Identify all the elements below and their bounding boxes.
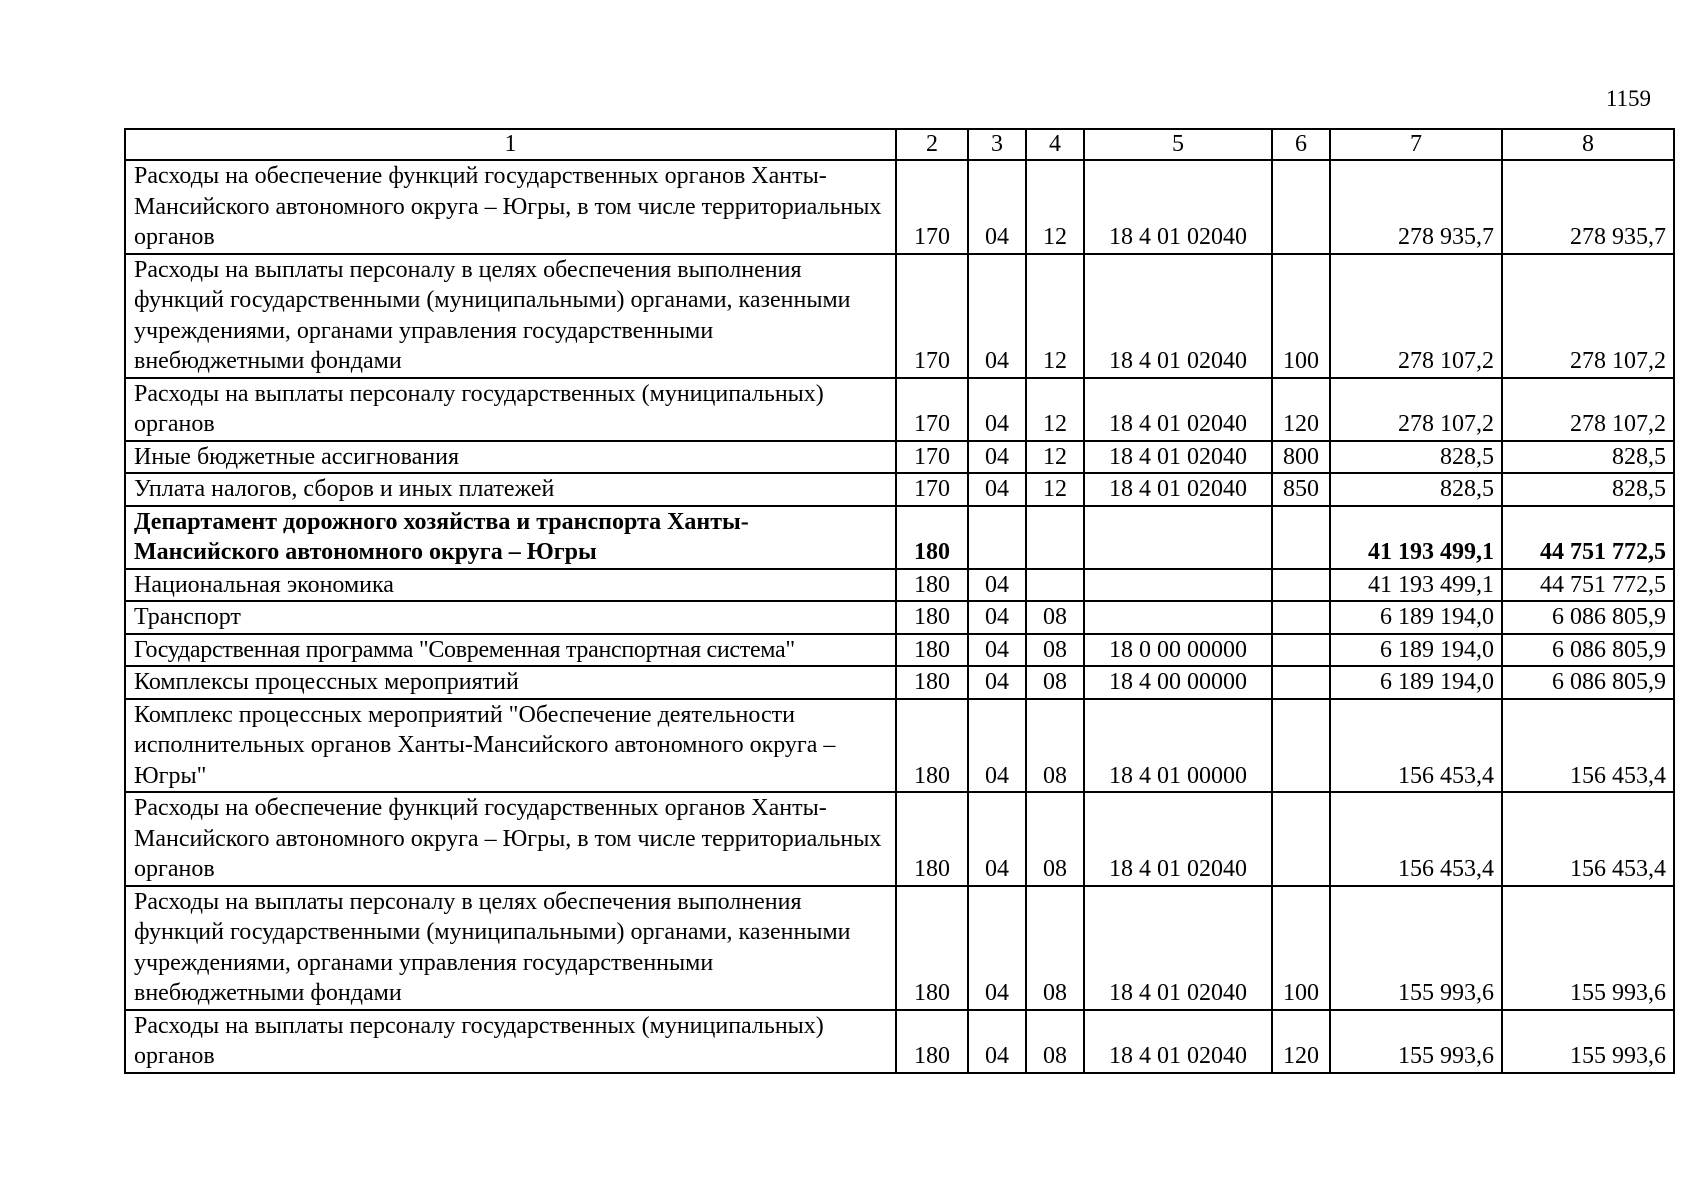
amount-col7: 828,5 [1330, 441, 1502, 474]
amount-col7: 156 453,4 [1330, 792, 1502, 886]
section-code: 04 [968, 160, 1026, 254]
subsection-code: 12 [1026, 441, 1084, 474]
expense-name: Комплекс процессных мероприятий "Обеспечение деятельности исполнительных органов Ханты-Мансийского автономного округа – Югры" [125, 699, 896, 793]
amount-col8: 278 935,7 [1502, 160, 1674, 254]
ministry-code: 180 [896, 634, 968, 667]
column-header: 4 [1026, 129, 1084, 160]
subsection-code: 08 [1026, 634, 1084, 667]
ministry-code: 180 [896, 569, 968, 602]
expense-type-code: 800 [1272, 441, 1330, 474]
ministry-code: 170 [896, 160, 968, 254]
ministry-code: 170 [896, 254, 968, 378]
expense-type-code [1272, 601, 1330, 634]
target-article-code: 18 4 01 02040 [1084, 792, 1272, 886]
amount-col8: 6 086 805,9 [1502, 601, 1674, 634]
expense-type-code: 100 [1272, 254, 1330, 378]
section-code: 04 [968, 569, 1026, 602]
target-article-code [1084, 506, 1272, 569]
table-row [125, 160, 1674, 254]
expense-name: Комплексы процессных мероприятий [125, 666, 896, 699]
target-article-code: 18 4 00 00000 [1084, 666, 1272, 699]
target-article-code [1084, 569, 1272, 602]
target-article-code: 18 4 01 02040 [1084, 1010, 1272, 1073]
section-code: 04 [968, 441, 1026, 474]
column-header: 6 [1272, 129, 1330, 160]
amount-col7: 278 107,2 [1330, 378, 1502, 441]
column-header: 1 [125, 129, 896, 160]
subsection-code [1026, 569, 1084, 602]
column-header: 3 [968, 129, 1026, 160]
expense-name: Уплата налогов, сборов и иных платежей [125, 473, 896, 506]
subsection-code: 08 [1026, 666, 1084, 699]
expense-type-code [1272, 569, 1330, 602]
section-code: 04 [968, 1010, 1026, 1073]
amount-col8: 155 993,6 [1502, 886, 1674, 1010]
column-header: 5 [1084, 129, 1272, 160]
table-row [125, 666, 1674, 699]
expense-type-code [1272, 160, 1330, 254]
amount-col8: 6 086 805,9 [1502, 634, 1674, 667]
expense-type-code [1272, 792, 1330, 886]
subsection-code: 12 [1026, 378, 1084, 441]
expense-name: Расходы на выплаты персоналу в целях обеспечения выполнения функций государственными (муниципальными) органами, казенными учреждениями, органами управления государственными внебюджетными фондами [125, 886, 896, 1010]
table-row [125, 378, 1674, 441]
amount-col7: 6 189 194,0 [1330, 601, 1502, 634]
target-article-code: 18 4 01 02040 [1084, 254, 1272, 378]
subsection-code [1026, 506, 1084, 569]
target-article-code: 18 4 01 02040 [1084, 886, 1272, 1010]
table-row [125, 441, 1674, 474]
expense-name: Расходы на обеспечение функций государственных органов Ханты-Мансийского автономного округа – Югры, в том числе территориальных органов [125, 160, 896, 254]
table-row [125, 634, 1674, 667]
amount-col7: 155 993,6 [1330, 1010, 1502, 1073]
section-code: 04 [968, 886, 1026, 1010]
section-code: 04 [968, 473, 1026, 506]
subsection-code: 08 [1026, 699, 1084, 793]
amount-col7: 155 993,6 [1330, 886, 1502, 1010]
table-row [125, 473, 1674, 506]
target-article-code: 18 4 01 02040 [1084, 473, 1272, 506]
expense-name: Расходы на выплаты персоналу государственных (муниципальных) органов [125, 1010, 896, 1073]
amount-col8: 44 751 772,5 [1502, 569, 1674, 602]
column-header: 2 [896, 129, 968, 160]
expense-name: Расходы на обеспечение функций государственных органов Ханты-Мансийского автономного округа – Югры, в том числе территориальных органов [125, 792, 896, 886]
expense-type-code [1272, 699, 1330, 793]
amount-col7: 41 193 499,1 [1330, 569, 1502, 602]
amount-col7: 278 935,7 [1330, 160, 1502, 254]
subsection-code: 08 [1026, 1010, 1084, 1073]
column-header: 8 [1502, 129, 1674, 160]
table-row [125, 792, 1674, 886]
amount-col7: 156 453,4 [1330, 699, 1502, 793]
expense-type-code: 850 [1272, 473, 1330, 506]
amount-col7: 6 189 194,0 [1330, 666, 1502, 699]
table-row [125, 601, 1674, 634]
table-row-department [125, 506, 1674, 569]
expense-name: Государственная программа "Современная транспортная система" [125, 634, 896, 667]
amount-col8: 6 086 805,9 [1502, 666, 1674, 699]
budget-table [124, 128, 1675, 1074]
amount-col8: 828,5 [1502, 473, 1674, 506]
amount-col8: 156 453,4 [1502, 699, 1674, 793]
subsection-code: 12 [1026, 473, 1084, 506]
amount-col8: 828,5 [1502, 441, 1674, 474]
ministry-code: 170 [896, 378, 968, 441]
column-header: 7 [1330, 129, 1502, 160]
section-code: 04 [968, 634, 1026, 667]
expense-name: Расходы на выплаты персоналу государственных (муниципальных) органов [125, 378, 896, 441]
subsection-code: 08 [1026, 886, 1084, 1010]
amount-col8: 44 751 772,5 [1502, 506, 1674, 569]
ministry-code: 180 [896, 601, 968, 634]
target-article-code: 18 0 00 00000 [1084, 634, 1272, 667]
expense-type-code: 100 [1272, 886, 1330, 1010]
subsection-code: 12 [1026, 254, 1084, 378]
expense-name: Иные бюджетные ассигнования [125, 441, 896, 474]
expense-type-code: 120 [1272, 1010, 1330, 1073]
table-row [125, 254, 1674, 378]
target-article-code [1084, 601, 1272, 634]
table-row [125, 699, 1674, 793]
table-row [125, 886, 1674, 1010]
target-article-code: 18 4 01 00000 [1084, 699, 1272, 793]
ministry-code: 180 [896, 1010, 968, 1073]
section-code: 04 [968, 666, 1026, 699]
ministry-code: 180 [896, 699, 968, 793]
expense-type-code [1272, 666, 1330, 699]
ministry-code: 180 [896, 506, 968, 569]
amount-col7: 6 189 194,0 [1330, 634, 1502, 667]
amount-col7: 828,5 [1330, 473, 1502, 506]
expense-type-code: 120 [1272, 378, 1330, 441]
amount-col8: 278 107,2 [1502, 378, 1674, 441]
expense-name: Транспорт [125, 601, 896, 634]
amount-col8: 156 453,4 [1502, 792, 1674, 886]
section-code: 04 [968, 792, 1026, 886]
section-code: 04 [968, 699, 1026, 793]
section-code: 04 [968, 254, 1026, 378]
table-row [125, 1010, 1674, 1073]
expense-type-code [1272, 506, 1330, 569]
subsection-code: 08 [1026, 792, 1084, 886]
target-article-code: 18 4 01 02040 [1084, 378, 1272, 441]
ministry-code: 180 [896, 792, 968, 886]
amount-col7: 41 193 499,1 [1330, 506, 1502, 569]
column-number-row [125, 129, 1674, 160]
section-code: 04 [968, 601, 1026, 634]
expense-name: Расходы на выплаты персоналу в целях обеспечения выполнения функций государственными (муниципальными) органами, казенными учреждениями, органами управления государственными внебюджетными фондами [125, 254, 896, 378]
target-article-code: 18 4 01 02040 [1084, 441, 1272, 474]
target-article-code: 18 4 01 02040 [1084, 160, 1272, 254]
subsection-code: 08 [1026, 601, 1084, 634]
subsection-code: 12 [1026, 160, 1084, 254]
ministry-code: 180 [896, 886, 968, 1010]
table-row [125, 569, 1674, 602]
ministry-code: 180 [896, 666, 968, 699]
section-code: 04 [968, 378, 1026, 441]
amount-col8: 278 107,2 [1502, 254, 1674, 378]
expense-name: Национальная экономика [125, 569, 896, 602]
amount-col7: 278 107,2 [1330, 254, 1502, 378]
amount-col8: 155 993,6 [1502, 1010, 1674, 1073]
page-number: 1159 [1605, 86, 1651, 111]
ministry-code: 170 [896, 473, 968, 506]
expense-name: Департамент дорожного хозяйства и транспорта Ханты-Мансийского автономного округа – Югры [125, 506, 896, 569]
section-code [968, 506, 1026, 569]
expense-type-code [1272, 634, 1330, 667]
ministry-code: 170 [896, 441, 968, 474]
